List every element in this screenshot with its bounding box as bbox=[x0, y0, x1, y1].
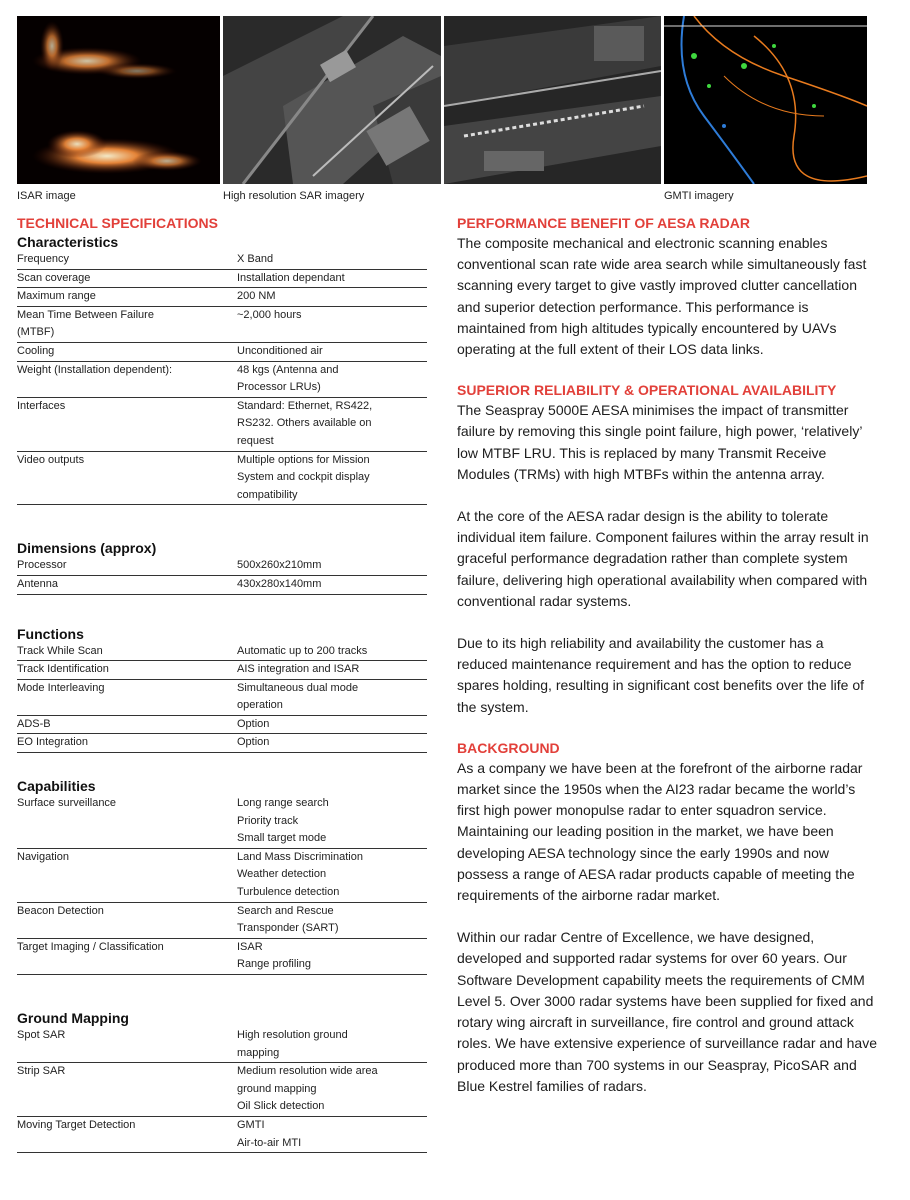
section-paragraph: The composite mechanical and electronic scanning enables conventional scan rate wide area search while simultaneously fast scanning every target to give vastly improved clutter cancellation and superior detection performance. This performance is maintained from high altitudes typically encountered by UAVs operating at the full extent of their LOS data links. bbox=[457, 235, 867, 358]
spec-group-heading: Dimensions (approx) bbox=[17, 540, 157, 557]
narrative-section bbox=[457, 739, 877, 1097]
spec-value: Standard: Ethernet, RS422, RS232. Others available on request bbox=[237, 399, 373, 447]
spec-group-heading: Characteristics bbox=[17, 234, 119, 250]
spec-group bbox=[17, 777, 427, 975]
spec-value: 200 NM bbox=[237, 290, 276, 303]
section-paragraph: At the core of the AESA radar design is the ability to tolerate individual item failure. Component failures within the array result in graceful performance degradation rather than complete system failure, delivering high operational availability when compared with conventional radar systems. bbox=[457, 508, 869, 609]
spec-key: Track While Scan bbox=[17, 644, 103, 657]
spec-row bbox=[17, 734, 427, 753]
spec-row bbox=[17, 306, 427, 342]
section-title: PERFORMANCE BENEFIT OF AESA RADAR bbox=[457, 215, 750, 231]
spec-row bbox=[17, 451, 427, 505]
spec-key: Interfaces bbox=[17, 399, 66, 412]
spec-key: Moving Target Detection bbox=[17, 1118, 136, 1131]
spec-value: AIS integration and ISAR bbox=[237, 663, 360, 676]
spec-key: Mean Time Between Failure (MTBF) bbox=[17, 308, 154, 339]
image-caption-sar: High resolution SAR imagery bbox=[223, 190, 365, 202]
spec-table bbox=[17, 795, 427, 975]
spec-key: Spot SAR bbox=[17, 1029, 66, 1041]
spec-row bbox=[17, 288, 427, 307]
spec-value: Option bbox=[237, 717, 270, 730]
spec-value: ~2,000 hours bbox=[237, 308, 302, 321]
spec-value: 430x280x140mm bbox=[237, 577, 322, 590]
narrative-section bbox=[457, 381, 877, 718]
section-paragraph: As a company we have been at the forefront of the airborne radar market since the 1950s when the AI23 radar became the world’s first high power monopulse radar to enter squadron service. Maintaining our leading position in the market, we have been developing AESA technology since the early 1990s and now possess a range of AESA radar products capable of meeting the requirements of the airborne radar market. bbox=[457, 759, 863, 904]
spec-row bbox=[17, 1116, 427, 1152]
spec-row bbox=[17, 342, 427, 361]
technical-specifications bbox=[17, 214, 427, 1153]
spec-key: Cooling bbox=[17, 344, 55, 357]
spec-table bbox=[17, 643, 427, 754]
spec-row bbox=[17, 269, 427, 288]
section-title: BACKGROUND bbox=[457, 739, 560, 756]
sar-image bbox=[223, 16, 441, 184]
spec-row bbox=[17, 361, 427, 397]
gmti-image bbox=[664, 16, 867, 184]
narrative-column bbox=[457, 214, 877, 1097]
spec-row bbox=[17, 715, 427, 734]
spec-value: Installation dependant bbox=[237, 271, 345, 284]
spec-value: Option bbox=[237, 736, 270, 749]
spec-key: Track Identification bbox=[17, 663, 109, 676]
spec-table bbox=[17, 557, 427, 594]
section-paragraph: Within our radar Centre of Excellence, we have designed, developed and supported radar systems for over 60 years. Our Software Development capability meets the requirements of CMM Level 5. Over 3000 radar systems have been supplied for fixed and rotary wing aircraft in surveillance, fire control and ground attack roles. We have extensive experience of surveillance radar and have produced more than 700 systems in our Seaspray, PicoSAR and Blue Kestrel families of radars. bbox=[457, 929, 877, 1094]
spec-group-heading: Functions bbox=[17, 625, 84, 642]
spec-table bbox=[17, 251, 427, 505]
spec-value: Simultaneous dual mode operation bbox=[237, 681, 359, 712]
spec-key: Frequency bbox=[17, 253, 69, 265]
sar-image-2 bbox=[444, 16, 661, 184]
spec-key: Beacon Detection bbox=[17, 904, 104, 917]
spec-row bbox=[17, 848, 427, 902]
spec-value: GMTI Air-to-air MTI bbox=[237, 1118, 302, 1149]
spec-key: Video outputs bbox=[17, 453, 85, 466]
spec-row bbox=[17, 251, 427, 269]
spec-key: Navigation bbox=[17, 850, 69, 863]
section-paragraph: Due to its high reliability and availability the customer has a reduced maintenance requirement and has the option to reduce spares holding, resulting in significant cost benefits over the life of the system. bbox=[457, 635, 865, 715]
spec-key: Scan coverage bbox=[17, 271, 91, 284]
spec-value: 48 kgs (Antenna and Processor LRUs) bbox=[237, 363, 339, 394]
spec-key: Strip SAR bbox=[17, 1065, 66, 1078]
spec-key: Maximum range bbox=[17, 290, 96, 303]
spec-value: 500x260x210mm bbox=[237, 559, 322, 572]
spec-value: Medium resolution wide area ground mapping Oil Slick detection bbox=[237, 1065, 378, 1113]
spec-row bbox=[17, 661, 427, 680]
spec-row bbox=[17, 795, 427, 848]
spec-group bbox=[17, 539, 427, 594]
spec-key: EO Integration bbox=[17, 736, 88, 749]
spec-value: Long range search Priority track Small target mode bbox=[237, 797, 329, 845]
spec-key: Target Imaging / Classification bbox=[17, 940, 164, 953]
spec-row bbox=[17, 557, 427, 575]
spec-group-heading: Capabilities bbox=[17, 778, 96, 795]
spec-group bbox=[17, 1009, 427, 1153]
spec-key: ADS-B bbox=[17, 717, 51, 730]
spec-key: Processor bbox=[17, 559, 67, 572]
spec-row bbox=[17, 397, 427, 451]
image-caption-gmti: GMTI imagery bbox=[664, 190, 734, 202]
spec-group-heading: Ground Mapping bbox=[17, 1010, 129, 1026]
spec-table bbox=[17, 1027, 427, 1153]
spec-value: Automatic up to 200 tracks bbox=[237, 644, 368, 657]
spec-value: Multiple options for Mission System and cockpit display compatibility bbox=[237, 453, 370, 501]
spec-row bbox=[17, 1063, 427, 1117]
spec-value: X Band bbox=[237, 253, 274, 265]
isar-image bbox=[17, 16, 220, 184]
spec-key: Mode Interleaving bbox=[17, 681, 105, 694]
spec-value: Land Mass Discrimination Weather detection Turbulence detection bbox=[237, 850, 363, 899]
spec-row bbox=[17, 902, 427, 938]
spec-group bbox=[17, 233, 427, 505]
spec-value: Unconditioned air bbox=[237, 344, 323, 357]
narrative-section bbox=[457, 214, 877, 360]
spec-key: Antenna bbox=[17, 577, 58, 590]
spec-row bbox=[17, 679, 427, 715]
spec-value: Search and Rescue Transponder (SART) bbox=[237, 904, 339, 935]
spec-key: Surface surveillance bbox=[17, 797, 117, 810]
spec-row bbox=[17, 1027, 427, 1063]
spec-row bbox=[17, 575, 427, 594]
spec-value: ISAR Range profiling bbox=[237, 940, 311, 971]
specs-title: TECHNICAL SPECIFICATIONS bbox=[17, 215, 218, 231]
spec-key: Weight (Installation dependent): bbox=[17, 363, 173, 376]
spec-row bbox=[17, 938, 427, 974]
section-paragraph: The Seaspray 5000E AESA minimises the impact of transmitter failure by removing this single point failure, high power, ‘relatively’ low MTBF LRU. This is replaced by many Transmit Receive Modules (TRMs) with high MTBFs within the antenna array. bbox=[457, 402, 862, 482]
section-title: SUPERIOR RELIABILITY & OPERATIONAL AVAILABILITY bbox=[457, 382, 837, 399]
spec-group bbox=[17, 625, 427, 754]
spec-row bbox=[17, 643, 427, 661]
image-caption-isar: ISAR image bbox=[17, 190, 76, 202]
spec-value: High resolution ground mapping bbox=[237, 1029, 348, 1059]
